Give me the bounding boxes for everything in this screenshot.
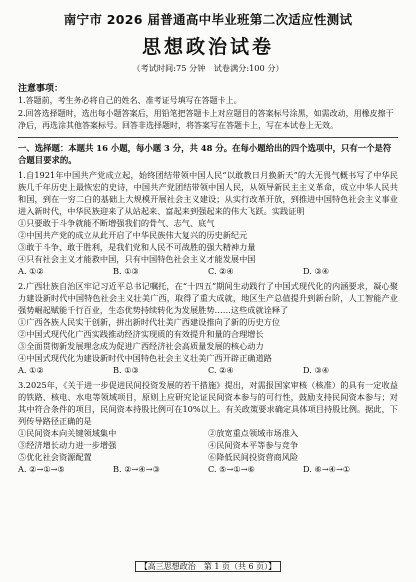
answer-c: C. ②④ — [208, 266, 234, 276]
answer-d: D. ⑥→④→① — [303, 464, 351, 474]
option: ④只有社会主义才能救中国，只有中国特色社会主义才能发展中国 — [18, 254, 256, 264]
answer-c: C. ②④ — [208, 365, 234, 375]
question-stem: 1.自1921年中国共产党成立起，始终团结带领中国人民“以敢教日月换新天”的大无畏气概书写了中华民族几千年历史上最恢宏的史诗，中国共产党团结带领中国人民，从领导新民主主义革命，成立中华人民共和国，到在一穷二白的基础上大规模开展社会主义建设；从实行改革开放，到推进中国特色社会主义事业进入新时代，中华民族迎来了从站起来、富起来到强起来的伟大飞跃。实践证明 — [18, 170, 398, 216]
question-2 — [18, 280, 398, 376]
option: ②放宽重点领域市场准入 — [208, 428, 299, 438]
answer-c: C. ⑤→①→⑥ — [208, 464, 255, 474]
footer-label: 【高三思想政治 第 1 页（共 6 页）】 — [135, 561, 281, 572]
option: ⑤优化社会资源配置 — [18, 452, 92, 462]
option: ④民间资本平等参与竞争 — [208, 440, 299, 450]
option-row — [18, 451, 398, 463]
section-heading: 一、选择题：本题共 16 小题，每小题 3 分，共 48 分。在每小题给出的四个选项中，只有一个是符合题目要求的。 — [18, 143, 392, 165]
answer-a: A. ②→①→⑤ — [18, 464, 65, 474]
page-title: 思想政治试卷 — [141, 36, 274, 58]
divider — [18, 137, 398, 138]
option-row — [18, 427, 398, 439]
answer-choices — [18, 463, 398, 475]
note-item: 1.答题前，考生务必将自己的姓名、准考证号填写在答题卡上。 — [18, 96, 242, 105]
option: ③敢于斗争、敢于胜利，是我们党和人民不可战胜的强大精神力量 — [18, 242, 256, 252]
option: ⑥降低民间投资营商风险 — [208, 452, 299, 462]
page-footer — [0, 561, 416, 572]
option: ①广西各族人民实干创新，拼出新时代壮美广西建设推向了新的历史方位 — [18, 317, 281, 327]
answer-b: B. ②→④→③ — [113, 464, 160, 474]
question-stem: 2.广西壮族自治区牢记习近平总书记嘱托，在“十四五”期间生动践行了中国式现代化的内涵要求，凝心聚力建设新时代中国特色社会主义壮美广西，取得了重大成就，地区生产总值提升到新台阶，人工智能产业强势崛起赋能千行百业，生态优势持续转化为发展胜势……这些成就诠释了 — [18, 281, 398, 315]
answer-b: B. ①③ — [113, 266, 139, 276]
question-1 — [18, 169, 398, 277]
option: ③经济增长动力进一步增强 — [18, 440, 117, 450]
notes-heading: 注意事项： — [18, 84, 64, 94]
note-item: 2.回答选择题时，选出每小题答案后，用铅笔把答题卡上对应题目的答案标号涂黑，如需改动，用橡皮擦干净后，再选涂其他答案标号。回答非选择题时，将答案写在答题卡上，写在本试卷上无效。 — [18, 109, 394, 130]
option: ④中国式现代化为建设新时代中国特色社会主义壮美广西开辟正确道路 — [18, 353, 272, 363]
option: ①只要敢于斗争就能不断增强我们的骨气、志气、底气 — [18, 218, 215, 228]
answer-choices — [18, 364, 398, 376]
answer-b: B. ①③ — [113, 365, 139, 375]
exam-meta: （考试时间:75 分钟 试卷满分:100 分） — [132, 63, 284, 73]
option: ②中国共产党的成立从此开启了中华民族伟大复兴的历史新纪元 — [18, 230, 248, 240]
answer-choices — [18, 265, 398, 277]
exam-series-title: 南宁市 2026 届普通高中毕业班第二次适应性测试 — [63, 12, 353, 27]
question-3 — [18, 379, 398, 475]
notes-section — [18, 81, 398, 132]
option: ③全面贯彻新发展理念成为促进广西经济社会高质量发展的核心动力 — [18, 341, 264, 351]
option: ①民间资本向关键领域集中 — [18, 428, 117, 438]
option-row — [18, 439, 398, 451]
answer-a: A. ①② — [18, 266, 44, 276]
question-stem: 3.2025年，《关于进一步促进民间投资发展的若干措施》提出，对需报国家审核（核准）的具有一定收益的铁路、核电、水电等领域项目，原则上应研究论证民间资本参与的可行性，鼓励支持民间资本参与；对其中符合条件的项目，民间资本持股比例可在10%以上。有关政策要求确定具体项目持股比例。据此，下列传导路径正确的是 — [18, 380, 398, 426]
answer-d: D. ③④ — [303, 365, 330, 375]
option: ②中国式现代化广西实践推动经济实现质的有效提升和量的合理增长 — [18, 329, 264, 339]
answer-a: A. ①② — [18, 365, 44, 375]
answer-d: D. ③④ — [303, 266, 330, 276]
